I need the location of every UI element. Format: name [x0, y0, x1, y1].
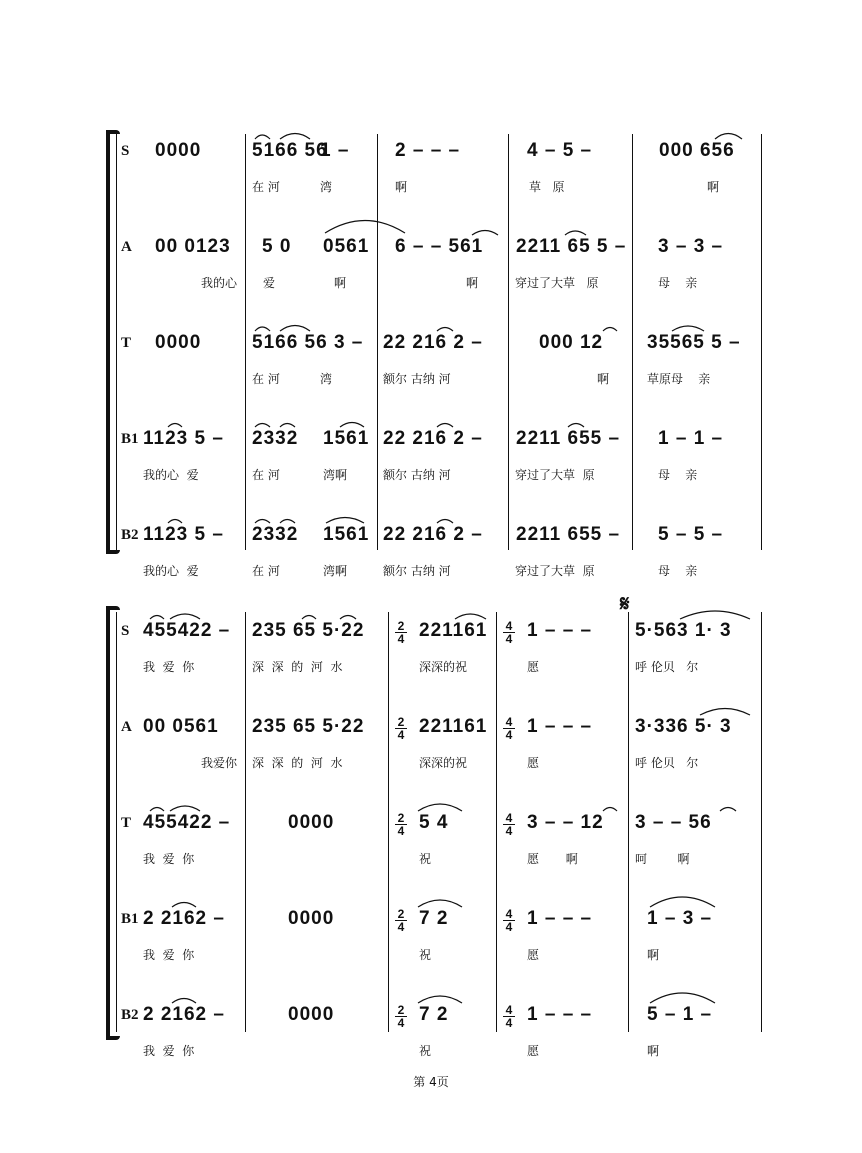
notes: 1123 5 –: [143, 524, 224, 545]
lyrics: 草 原: [529, 180, 565, 194]
lyrics: 呵 啊: [635, 852, 690, 866]
notes: 221161: [419, 716, 488, 737]
notes: 0000: [288, 1004, 335, 1025]
notes: 1 – – –: [527, 908, 593, 929]
lyrics: 我的心 爱: [143, 564, 199, 578]
lyrics: 湾: [320, 180, 333, 194]
notes: 4 – 5 –: [527, 140, 593, 161]
lyrics: 祝: [419, 852, 432, 866]
notes: 1 – – –: [527, 716, 593, 737]
voice-label-bass2: B2: [121, 1007, 139, 1023]
notes: 2 2162 –: [143, 1004, 225, 1025]
notes: 235 65 5·22: [252, 716, 365, 737]
time-signature: 4 4: [503, 812, 515, 837]
notes: 5166 56 3 –: [252, 332, 364, 353]
time-signature: 2 4: [395, 908, 407, 933]
voice-label-soprano: S: [121, 623, 130, 639]
lyrics: 啊: [466, 276, 479, 290]
lyrics: 啊: [395, 180, 408, 194]
lyrics: 我 爱 你: [143, 948, 195, 962]
voice-label-bass1: B1: [121, 911, 139, 927]
segno-icon: 𝄋: [620, 592, 630, 617]
notes: 2211 655 –: [516, 524, 621, 545]
barline: [761, 612, 762, 1032]
lyrics: 啊: [647, 948, 660, 962]
lyrics: 湾啊: [323, 564, 348, 578]
notes: 2 – – –: [395, 140, 461, 161]
notes: 3 – 3 –: [658, 236, 724, 257]
lyrics: 愿: [527, 948, 540, 962]
lyrics: 额尔 古纳 河: [383, 372, 451, 386]
time-signature: 4 4: [503, 1004, 515, 1029]
voice-label-bass1: B1: [121, 431, 139, 447]
notes: 35565 5 –: [647, 332, 741, 353]
notes: 3 – – 56: [635, 812, 712, 833]
notes: 1 – 1 –: [658, 428, 724, 449]
lyrics: 啊: [597, 372, 610, 386]
lyrics: 祝: [419, 1044, 432, 1058]
lyrics: 愿 啊: [527, 852, 578, 866]
system-barline-start: [116, 612, 117, 1032]
notes: 000 12: [539, 332, 604, 353]
notes: 5166 56: [252, 140, 328, 161]
page-number: 第 4页: [413, 1075, 449, 1089]
lyrics: 湾: [320, 372, 333, 386]
lyrics: 草原母 亲: [647, 372, 711, 386]
notes: 7 2: [419, 1004, 449, 1025]
notes: 2332: [252, 428, 299, 449]
voice-label-alto: A: [121, 719, 132, 735]
notes: 3·336 5· 3: [635, 716, 732, 737]
lyrics: 呼 伦贝 尔: [635, 660, 699, 674]
lyrics: 在 河: [252, 468, 280, 482]
notes: 5 4: [419, 812, 449, 833]
time-signature: 2 4: [395, 716, 407, 741]
lyrics: 深深的祝: [419, 756, 468, 770]
lyrics: 爱: [263, 276, 276, 290]
lyrics: 愿: [527, 1044, 540, 1058]
time-signature: 4 4: [503, 620, 515, 645]
lyrics: 湾啊: [323, 468, 348, 482]
notes: 5·563 1· 3: [635, 620, 732, 641]
voice-label-alto: A: [121, 239, 132, 255]
time-signature: 2 4: [395, 620, 407, 645]
notes: 455422 –: [143, 620, 231, 641]
lyrics: 啊: [707, 180, 720, 194]
notes: 1123 5 –: [143, 428, 224, 449]
barline: [496, 612, 497, 1032]
lyrics: 深 深 的 河 水: [252, 756, 343, 770]
notes: 5 0: [262, 236, 292, 257]
notes: 0561: [323, 236, 370, 257]
notes: 0000: [155, 140, 202, 161]
notes: 235 65 5·22: [252, 620, 365, 641]
lyrics: 我 爱 你: [143, 852, 195, 866]
notes: 0000: [288, 908, 335, 929]
notes: 1561: [323, 428, 370, 449]
lyrics: 深 深 的 河 水: [252, 660, 343, 674]
notes: 5 – 5 –: [658, 524, 724, 545]
notes: 7 2: [419, 908, 449, 929]
lyrics: 呼 伦贝 尔: [635, 756, 699, 770]
lyrics: 我的心 爱: [143, 468, 199, 482]
barline: [632, 134, 633, 550]
time-signature: 4 4: [503, 716, 515, 741]
barline: [245, 134, 246, 550]
system-bracket: [106, 606, 110, 1040]
lyrics: 愿: [527, 756, 540, 770]
notes: 3 – – 12: [527, 812, 604, 833]
voice-label-bass2: B2: [121, 527, 139, 543]
time-signature: 2 4: [395, 812, 407, 837]
barline: [245, 612, 246, 1032]
notes: 2211 655 –: [516, 428, 621, 449]
notes: 22 216 2 –: [383, 428, 483, 449]
notes: 2332: [252, 524, 299, 545]
notes: 1 – – –: [527, 620, 593, 641]
notes: 22 216 2 –: [383, 332, 483, 353]
notes: 000 656: [659, 140, 735, 161]
lyrics: 在 河: [252, 372, 280, 386]
lyrics: 母 亲: [658, 276, 698, 290]
lyrics: 啊: [647, 1044, 660, 1058]
lyrics: 我的心: [201, 276, 238, 290]
notes: 0000: [288, 812, 335, 833]
notes: 00 0123: [155, 236, 231, 257]
lyrics: 穿过了大草 原: [515, 276, 599, 290]
lyrics: 祝: [419, 948, 432, 962]
barline: [508, 134, 509, 550]
notes: 22 216 2 –: [383, 524, 483, 545]
notes: 1561: [323, 524, 370, 545]
barline: [628, 612, 629, 1032]
barline: [388, 612, 389, 1032]
lyrics: 在 河: [252, 180, 280, 194]
notes: 2 2162 –: [143, 908, 225, 929]
notes: 455422 –: [143, 812, 231, 833]
time-signature: 2 4: [395, 1004, 407, 1029]
lyrics: 在 河: [252, 564, 280, 578]
voice-label-tenor: T: [121, 815, 132, 831]
lyrics: 穿过了大草 原: [515, 468, 595, 482]
notes: 2211 65 5 –: [516, 236, 627, 257]
lyrics: 母 亲: [658, 468, 698, 482]
notes: 6 – – 561: [395, 236, 484, 257]
voice-label-tenor: T: [121, 335, 132, 351]
lyrics: 愿: [527, 660, 540, 674]
lyrics: 额尔 古纳 河: [383, 468, 451, 482]
notes: 5 – 1 –: [647, 1004, 713, 1025]
notes: 00 0561: [143, 716, 219, 737]
lyrics: 额尔 古纳 河: [383, 564, 451, 578]
barline: [377, 134, 378, 550]
notes: 0000: [155, 332, 202, 353]
voice-label-soprano: S: [121, 143, 130, 159]
lyrics: 我 爱 你: [143, 660, 195, 674]
notes: 1 –: [320, 140, 350, 161]
lyrics: 深深的祝: [419, 660, 468, 674]
notes: 1 – – –: [527, 1004, 593, 1025]
lyrics: 我爱你: [201, 756, 238, 770]
system-bracket: [106, 130, 110, 554]
lyrics: 我 爱 你: [143, 1044, 195, 1058]
time-signature: 4 4: [503, 908, 515, 933]
notes: 221161: [419, 620, 488, 641]
system-barline-start: [116, 134, 117, 550]
notes: 1 – 3 –: [647, 908, 713, 929]
lyrics: 啊: [334, 276, 347, 290]
barline: [761, 134, 762, 550]
lyrics: 母 亲: [658, 564, 698, 578]
lyrics: 穿过了大草 原: [515, 564, 595, 578]
